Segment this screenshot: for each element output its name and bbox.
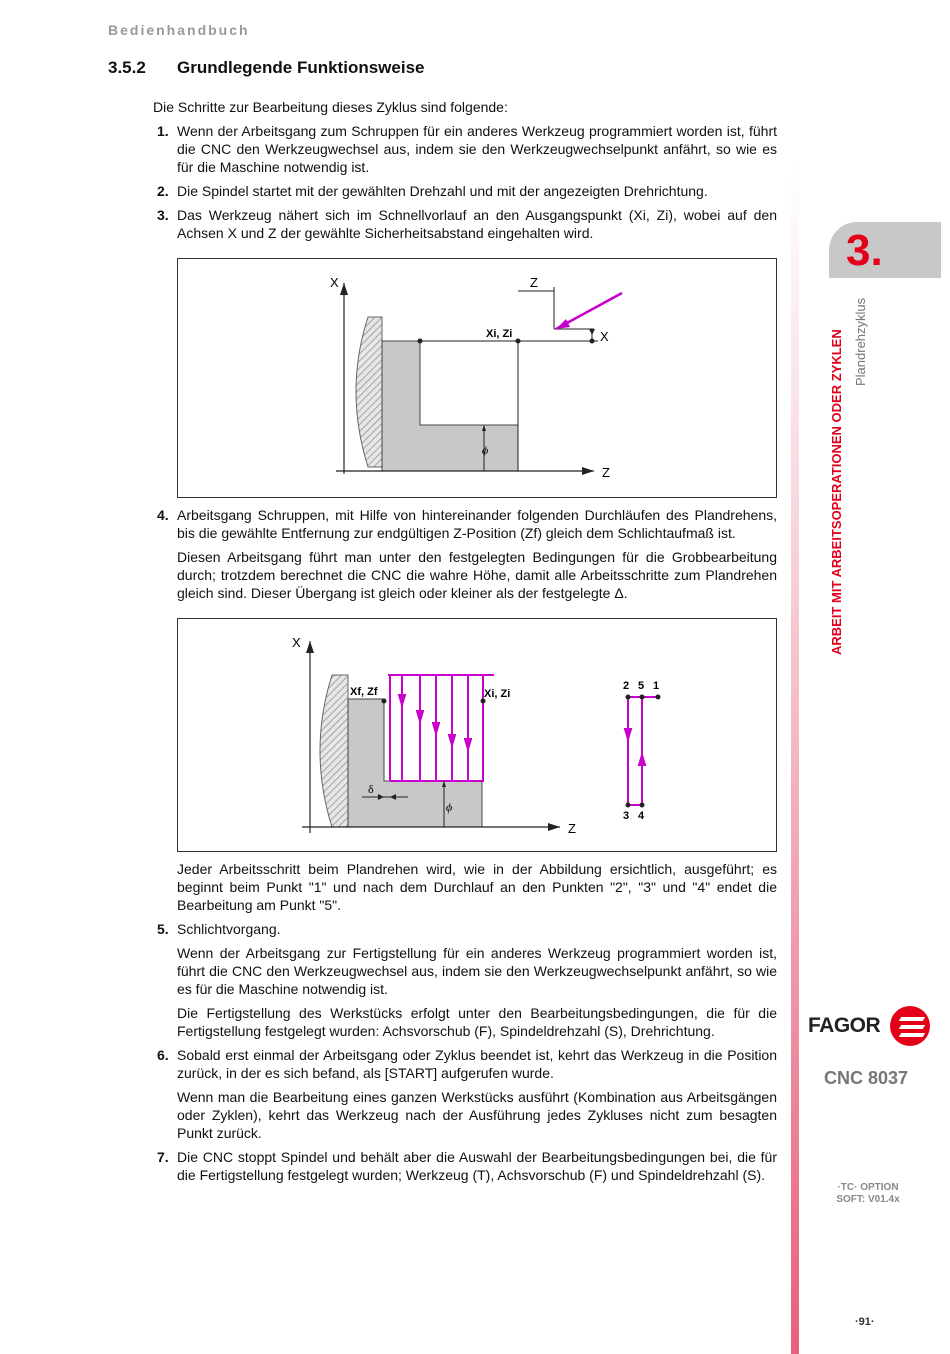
chuck-hatch bbox=[320, 675, 348, 827]
step-3 bbox=[153, 206, 777, 242]
delta-label: δ bbox=[368, 782, 374, 796]
step-5 bbox=[153, 920, 777, 938]
step-number: 7. bbox=[157, 1149, 169, 1165]
x-safety-label: X bbox=[600, 329, 609, 344]
z-axis-label: Z bbox=[568, 821, 576, 836]
point-label-xi-zi: Xi, Zi bbox=[484, 688, 511, 700]
step-text: Die CNC stoppt Spindel und behält aber die Auswahl der Bearbeitungsbedingungen bei, die für die Fertigstellung festgelegt wurden; Werkzeug (T), Achsvorschub (F) und Spindeldrehzahl (S). bbox=[177, 1149, 777, 1183]
workpiece bbox=[382, 341, 518, 471]
phi-label: ϕ bbox=[482, 443, 489, 457]
phi-label: ϕ bbox=[446, 800, 453, 814]
fagor-logo-icon bbox=[890, 1006, 930, 1046]
figure-roughing bbox=[177, 618, 777, 852]
section-title: Grundlegende Funktionsweise bbox=[177, 58, 425, 77]
point-1: 1 bbox=[653, 680, 660, 692]
chuck-hatch bbox=[356, 317, 382, 467]
step-1 bbox=[153, 122, 777, 176]
step-7 bbox=[153, 1148, 777, 1184]
point-label-xf-zf: Xf, Zf bbox=[350, 686, 378, 698]
step-2 bbox=[153, 182, 777, 200]
running-header: Bedienhandbuch bbox=[108, 22, 250, 38]
step-text: Arbeitsgang Schruppen, mit Hilfe von hintereinander folgenden Durchläufen des Plandrehens, bis die gewählte Entfernung zur endgültigen Z-Position (Zf) gleich dem Schlichtaufmaß ist. bbox=[177, 507, 777, 541]
software-version: SOFT: V01.4x bbox=[836, 1194, 900, 1205]
point-5: 5 bbox=[638, 680, 645, 692]
fagor-logo bbox=[808, 1006, 930, 1048]
step-4-sequence: Jeder Arbeitsschritt beim Plandrehen wird, wie in der Abbildung ersichtlich, ausgeführt; es beginnt beim Punkt "1" und nach dem Durchlauf an den Punkten "2", "3" und "4" endet die Bearbeitung am Punkt "5". bbox=[177, 861, 777, 913]
step-4 bbox=[153, 506, 777, 542]
figure-approach bbox=[177, 258, 777, 498]
step-text: Wenn der Arbeitsgang zum Schruppen für ein anderes Werkzeug programmiert worden ist, führt die CNC den Werkzeugwechsel aus, indem sie den Werkzeugwechselpunkt anfährt, so wie es für die Maschine notwendig ist. bbox=[177, 123, 777, 175]
pass-detail bbox=[625, 697, 658, 805]
point-2: 2 bbox=[623, 680, 630, 692]
point-4: 4 bbox=[638, 810, 645, 822]
x-axis-label: X bbox=[330, 275, 339, 290]
roughing-passes bbox=[388, 675, 494, 781]
section-subtitle: Plandrehzyklus bbox=[853, 297, 868, 386]
step-5-detail-2: Die Fertigstellung des Werkstücks erfolgt unter den Bearbeitungsbedingungen, die für die Fertigstellung festgelegt wurden: Achsvorschub (F), Spindeldrehzahl (S), Drehrichtung. bbox=[177, 1005, 777, 1039]
step-number: 6. bbox=[157, 1047, 169, 1063]
page-number: ·91· bbox=[855, 1316, 875, 1328]
step-number: 4. bbox=[157, 507, 169, 523]
model-name: CNC 8037 bbox=[824, 1068, 909, 1088]
step-number: 3. bbox=[157, 207, 169, 223]
step-number: 5. bbox=[157, 921, 169, 937]
step-6-detail: Wenn man die Bearbeitung eines ganzen Werkstücks ausführt (Kombination aus Arbeitsgängen oder Zyklen), kehrt das Werkzeug nach der Ausführung jedes Zykluses nicht zum besagten Punkt zurück. bbox=[177, 1089, 777, 1141]
step-text: Schlichtvorgang. bbox=[177, 921, 281, 937]
z-safety-label: Z bbox=[530, 275, 538, 290]
workpiece bbox=[348, 699, 482, 827]
sidebar-gradient-bar bbox=[791, 160, 799, 1354]
software-option bbox=[800, 1182, 936, 1206]
z-axis-label: Z bbox=[602, 465, 610, 480]
step-6 bbox=[153, 1046, 777, 1082]
point-3: 3 bbox=[623, 810, 630, 822]
step-number: 1. bbox=[157, 123, 169, 139]
body-content bbox=[153, 98, 777, 1190]
step-5-detail-1: Wenn der Arbeitsgang zur Fertigstellung für ein anderes Werkzeug programmiert worden ist, führt die CNC den Werkzeugwechsel aus, indem sie den Werkzeugwechselpunkt anfährt, so wie es für die Maschine notwendig ist. bbox=[177, 945, 777, 997]
chapter-number: 3. bbox=[846, 226, 883, 275]
x-axis-label: X bbox=[292, 635, 301, 650]
step-text: Sobald erst einmal der Arbeitsgang oder Zyklus beendet ist, kehrt das Werkzeug in die Position zurück, in der es sich befand, als [START] aufgerufen wurde. bbox=[177, 1047, 777, 1081]
chapter-title: ARBEIT MIT ARBEITSOPERATIONEN ODER ZYKLEN bbox=[829, 329, 844, 655]
step-4-detail: Diesen Arbeitsgang führt man unter den festgelegten Bedingungen für die Grobbearbeitung durch; trotzdem berechnet die CNC die wahre Höhe, damit alle Arbeitsschritte zum Plandrehen gleich sind. Dieser Übergang ist gleich oder kleiner als der festgelegte Δ. bbox=[177, 549, 777, 601]
step-text: Die Spindel startet mit der gewählten Drehzahl und mit der angezeigten Drehrichtung. bbox=[177, 183, 708, 199]
option-line: ·TC· OPTION bbox=[837, 1182, 899, 1193]
step-number: 2. bbox=[157, 183, 169, 199]
section-number: 3.5.2 bbox=[108, 58, 146, 77]
intro-text: Die Schritte zur Bearbeitung dieses Zyklus sind folgende: bbox=[153, 99, 508, 115]
step-text: Das Werkzeug nähert sich im Schnellvorlauf an den Ausgangspunkt (Xi, Zi), wobei auf den Achsen X und Z der gewählte Sicherheitsabstand eingehalten wird. bbox=[177, 207, 777, 241]
brand-name: FAGOR bbox=[808, 1014, 881, 1037]
point-label-xi-zi: Xi, Zi bbox=[486, 328, 513, 340]
